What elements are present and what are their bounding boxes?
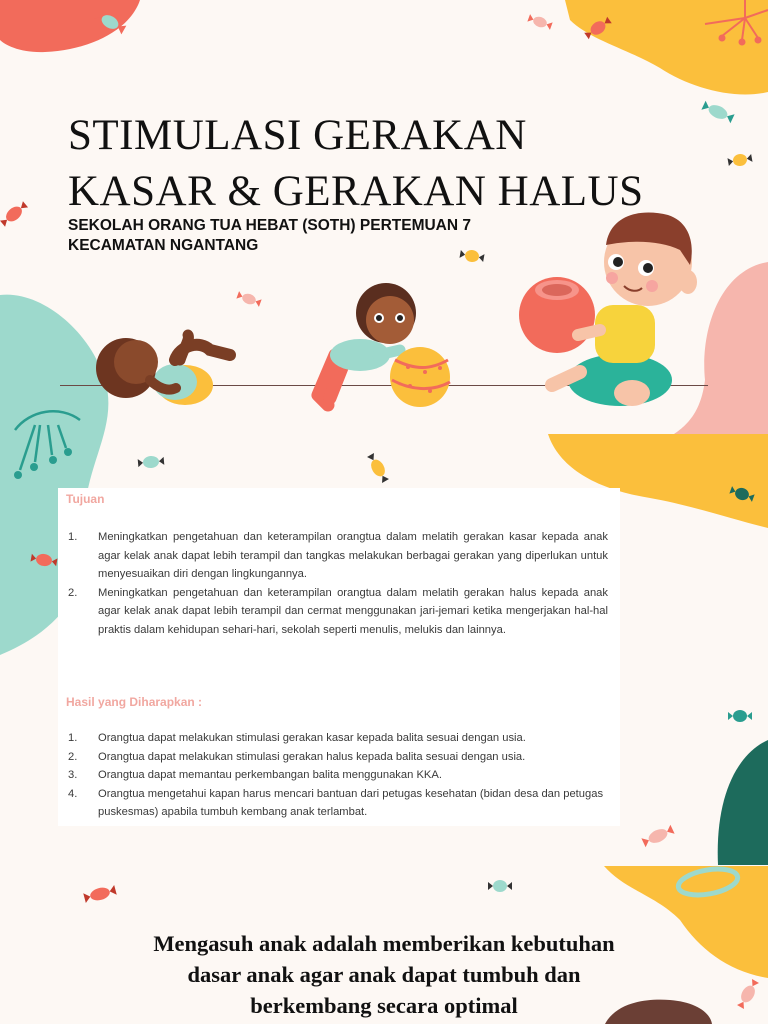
list-item: 1. Orangtua dapat melakukan stimulasi gerakan kasar kepada balita sesuai dengan usia. — [68, 732, 526, 744]
subtitle-line-2: KECAMATAN NGANTANG — [68, 237, 259, 254]
hasil-heading: Hasil yang Diharapkan : — [66, 695, 203, 709]
quote-line-2: dasar anak agar anak dapat tumbuh dan — [187, 962, 581, 987]
quote-line-1: Mengasuh anak adalah memberikan kebutuhan — [153, 931, 615, 956]
quote-line-3: berkembang secara optimal — [250, 993, 518, 1018]
list-item: 2. Orangtua dapat melakukan stimulasi gerakan halus kepada balita sesuai dengan usia. — [68, 750, 526, 763]
title-line-1: STIMULASI GERAKAN — [68, 112, 527, 159]
hasil-list — [68, 729, 608, 822]
list-item: 4. Orangtua mengetahui kapan harus mencari bantuan dari petugas kesehatan (bidan desa dan petugas puskesmas) apabila tumbuh kembang anak terlambat. — [68, 787, 604, 818]
list-item: 2. Meningkatkan pengetahuan dan keterampilan orangtua dalam melatih gerakan halus kepada anak agar kelak anak dapat lebih terampil dan cermat menggunakan jari-jemari ketika mengerjakan hal-hal praktis dalam kehidupan sehari-hari, sekolah seperti menulis, melukis dan lainnya. — [68, 586, 608, 636]
list-item: 1. Meningkatkan pengetahuan dan keterampilan orangtua dalam melatih gerakan kasar kepada anak agar kelak anak dapat lebih terampil dan tangkas melakukan berbagai gerakan yang diperlukan untuk menyesuaikan diri dengan lingkungannya. — [68, 531, 608, 580]
tujuan-heading: Tujuan — [66, 492, 105, 506]
closing-quote — [40, 928, 728, 1021]
objectives-card — [58, 488, 620, 826]
tujuan-list — [68, 528, 608, 639]
title-line-2: KASAR & GERAKAN HALUS — [68, 168, 644, 215]
list-item: 3. Orangtua dapat memantau perkembangan balita menggunakan KKA. — [68, 769, 442, 781]
subtitle-line-1: SEKOLAH ORANG TUA HEBAT (SOTH) PERTEMUAN 7 — [68, 217, 471, 234]
